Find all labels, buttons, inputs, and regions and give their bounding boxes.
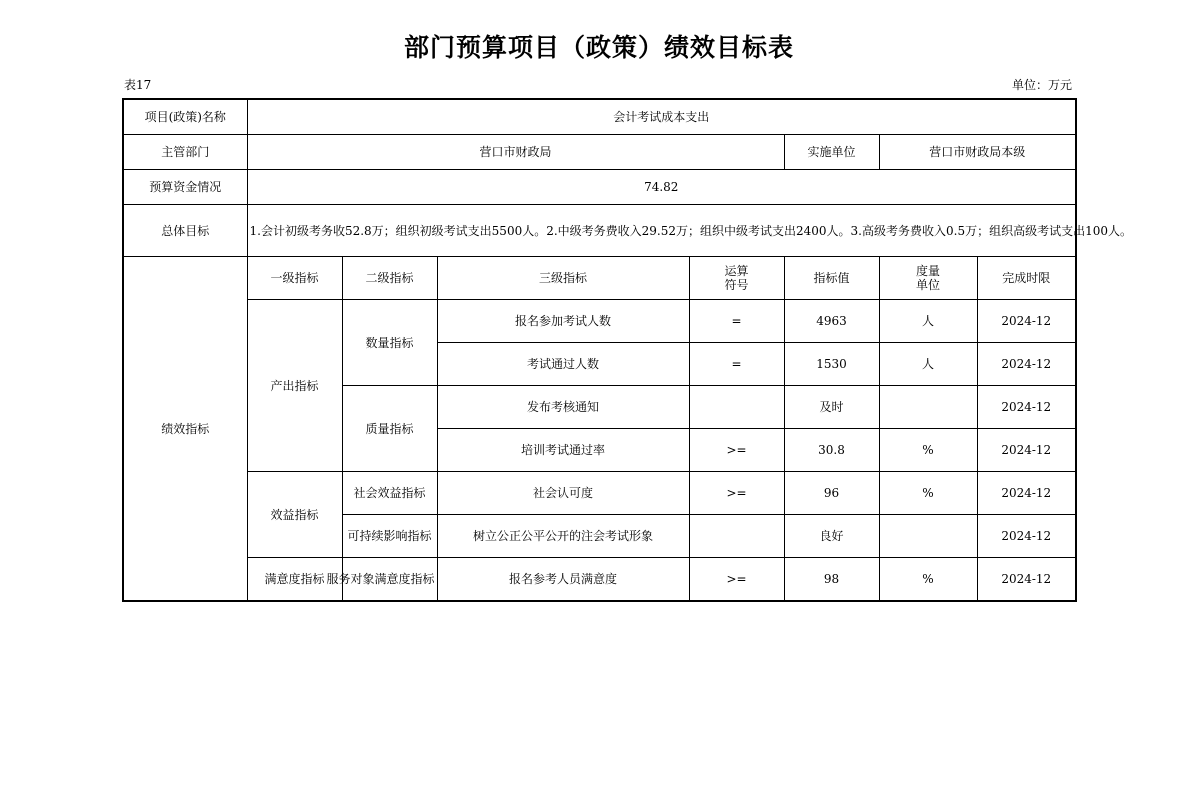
level2-social-benefit: 社会效益指标 — [342, 472, 437, 515]
indicator-name: 报名参加考试人数 — [437, 300, 689, 343]
funding-value: 74.82 — [247, 170, 1076, 205]
indicator-unit: % — [879, 558, 977, 602]
indicator-value: 良好 — [784, 515, 879, 558]
dept-label: 主管部门 — [123, 135, 247, 170]
indicator-name: 报名参考人员满意度 — [437, 558, 689, 602]
goal-label: 总体目标 — [123, 205, 247, 257]
goal-row — [123, 205, 1076, 257]
level2-service-satisfaction: 服务对象满意度指标 — [342, 558, 437, 602]
level2-quantity: 数量指标 — [342, 300, 437, 386]
indicator-op: = — [689, 300, 784, 343]
level2-quality: 质量指标 — [342, 386, 437, 472]
dept-value: 营口市财政局 — [247, 135, 784, 170]
goal-value: 1.会计初级考务收52.8万；组织初级考试支出5500人。2.中级考务费收入29.52万；组织中级考试支出2400人。3.高级考务费收入0.5万；组织高级考试支出100人。 — [247, 205, 1076, 257]
indicator-op: >= — [689, 558, 784, 602]
indicator-op: >= — [689, 429, 784, 472]
indicator-value: 96 — [784, 472, 879, 515]
indicator-value: 4963 — [784, 300, 879, 343]
col-header: 完成时限 — [977, 257, 1076, 300]
col-header: 一级指标 — [247, 257, 342, 300]
table-row — [123, 300, 1076, 343]
indicator-value: 30.8 — [784, 429, 879, 472]
performance-target-table — [122, 98, 1132, 602]
col-header: 度量 单位 — [879, 257, 977, 300]
table-number: 表17 — [124, 78, 152, 92]
indicator-unit: 人 — [879, 343, 977, 386]
level1-satisfaction: 满意度指标 — [247, 558, 342, 602]
indicator-unit: % — [879, 429, 977, 472]
indicator-deadline: 2024-12 — [977, 515, 1076, 558]
indicator-unit: 人 — [879, 300, 977, 343]
indicator-value: 及时 — [784, 386, 879, 429]
indicator-op: >= — [689, 472, 784, 515]
col-header: 二级指标 — [342, 257, 437, 300]
col-header: 三级指标 — [437, 257, 689, 300]
indicator-value: 98 — [784, 558, 879, 602]
indicator-header-row — [123, 257, 1076, 300]
page-title: 部门预算项目（政策）绩效目标表 — [403, 33, 794, 62]
indicator-op: = — [689, 343, 784, 386]
table-row — [123, 472, 1076, 515]
indicator-deadline: 2024-12 — [977, 386, 1076, 429]
indicator-name: 社会认可度 — [437, 472, 689, 515]
level2-sustainable: 可持续影响指标 — [342, 515, 437, 558]
level1-benefit: 效益指标 — [247, 472, 342, 558]
indicator-deadline: 2024-12 — [977, 300, 1076, 343]
indicator-deadline: 2024-12 — [977, 343, 1076, 386]
department-row — [123, 135, 1076, 170]
col-header: 运算 符号 — [689, 257, 784, 300]
table-row — [123, 558, 1076, 602]
indicator-unit: % — [879, 472, 977, 515]
perf-label: 绩效指标 — [123, 257, 247, 602]
indicator-deadline: 2024-12 — [977, 472, 1076, 515]
funding-label: 预算资金情况 — [123, 170, 247, 205]
level1-output: 产出指标 — [247, 300, 342, 472]
funding-row — [123, 170, 1076, 205]
indicator-name: 考试通过人数 — [437, 343, 689, 386]
indicator-deadline: 2024-12 — [977, 429, 1076, 472]
indicator-value: 1530 — [784, 343, 879, 386]
indicator-op — [689, 515, 784, 558]
project-name-row — [123, 99, 1076, 135]
indicator-name: 发布考核通知 — [437, 386, 689, 429]
project-name-value: 会计考试成本支出 — [247, 99, 1076, 135]
indicator-name: 培训考试通过率 — [437, 429, 689, 472]
indicator-unit — [879, 386, 977, 429]
indicator-name: 树立公正公平公开的注会考试形象 — [437, 515, 689, 558]
project-name-label: 项目(政策)名称 — [123, 99, 247, 135]
impl-label: 实施单位 — [784, 135, 879, 170]
impl-value: 营口市财政局本级 — [879, 135, 1076, 170]
col-header: 指标值 — [784, 257, 879, 300]
indicator-op — [689, 386, 784, 429]
indicator-unit — [879, 515, 977, 558]
indicator-deadline: 2024-12 — [977, 558, 1076, 602]
unit-label: 单位：万元 — [1011, 78, 1072, 92]
